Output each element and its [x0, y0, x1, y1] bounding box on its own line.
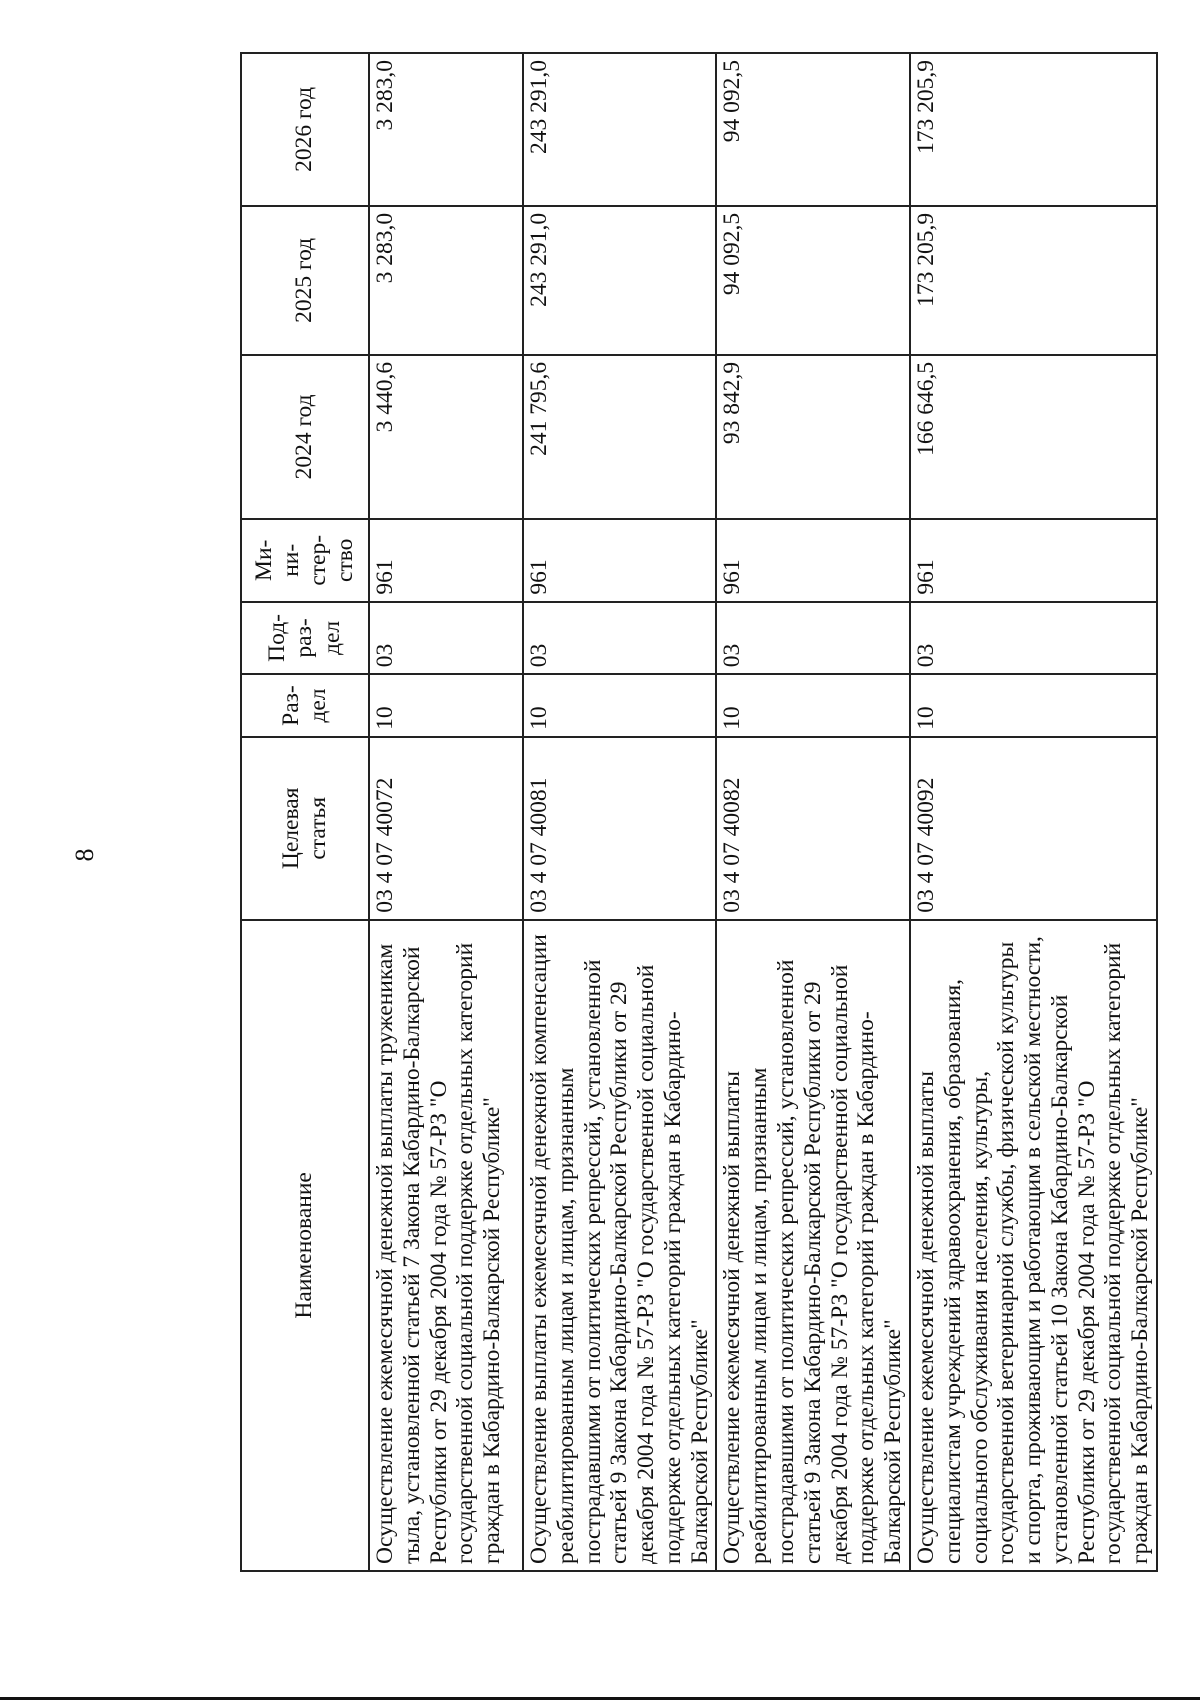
cell-podrazdel: 03 — [369, 602, 523, 675]
header-y2026: 2026 год — [241, 53, 369, 206]
cell-y2025: 173 205,9 — [910, 206, 1157, 355]
header-name: Наименование — [241, 920, 369, 1571]
cell-target: 03 4 07 40072 — [369, 737, 523, 920]
cell-y2025: 94 092,5 — [716, 206, 909, 355]
header-target: Целевая статья — [241, 737, 369, 920]
header-podrazdel: Под- раз- дел — [241, 602, 369, 675]
cell-y2026: 243 291,0 — [523, 53, 716, 206]
cell-y2026: 173 205,9 — [910, 53, 1157, 206]
cell-y2024: 241 795,6 — [523, 355, 716, 519]
cell-razdel: 10 — [523, 674, 716, 737]
cell-y2026: 94 092,5 — [716, 53, 909, 206]
cell-y2026: 3 283,0 — [369, 53, 523, 206]
cell-target: 03 4 07 40092 — [910, 737, 1157, 920]
cell-ministry: 961 — [523, 519, 716, 602]
cell-name: Осуществление ежемесячной денежной выплаты реабилитированным лицам и лицам, признанным пострадавшими от политических репрессий, установленной статьей 9 Закона Кабардино-Балкарской Республики от 29 декабря 2004 года № 57-РЗ "О государственной социальной поддержке отдельных категорий граждан в Кабардино-Балкарской Республике" — [716, 920, 909, 1571]
cell-target: 03 4 07 40081 — [523, 737, 716, 920]
cell-ministry: 961 — [716, 519, 909, 602]
header-y2025: 2025 год — [241, 206, 369, 355]
cell-name: Осуществление ежемесячной денежной выплаты труженикам тыла, установленной статьей 7 Закона Кабардино-Балкарской Республики от 29 декабря 2004 года № 57-РЗ "О государственной социальной поддержке отдельных категорий граждан в Кабардино-Балкарской Республике" — [369, 920, 523, 1571]
header-ministry: Ми- ни- стер- ство — [241, 519, 369, 602]
header-y2024: 2024 год — [241, 355, 369, 519]
header-razdel: Раз- дел — [241, 674, 369, 737]
table-row — [523, 53, 716, 1571]
cell-name: Осуществление выплаты ежемесячной денежной компенсации реабилитированным лицам и лицам, признанным пострадавшими от политических репрессий, установленной статьей 9 Закона Кабардино-Балкарской Республики от 29 декабря 2004 года № 57-РЗ "О государственной социальной поддержке отдельных категорий граждан в Кабардино-Балкарской Республике" — [523, 920, 716, 1571]
cell-y2024: 3 440,6 — [369, 355, 523, 519]
cell-target: 03 4 07 40082 — [716, 737, 909, 920]
scan-edge-line — [0, 1697, 1200, 1700]
cell-razdel: 10 — [716, 674, 909, 737]
table-row — [369, 53, 523, 1571]
cell-name: Осуществление ежемесячной денежной выплаты специалистам учреждений здравоохранения, образования, социального обслуживания населения, культуры, государственной ветеринарной службы, физической культуры и спорта, проживающим и работающим в сельской местности, установленной статьей 10 Закона Кабардино-Балкарской Республики от 29 декабря 2004 года № 57-РЗ "О государственной социальной поддержке отдельных категорий граждан в Кабардино-Балкарской Республике" — [910, 920, 1157, 1571]
page-number: 8 — [70, 848, 99, 862]
table-row — [910, 53, 1157, 1571]
cell-razdel: 10 — [910, 674, 1157, 737]
cell-y2025: 3 283,0 — [369, 206, 523, 355]
cell-podrazdel: 03 — [910, 602, 1157, 675]
budget-table — [240, 52, 1158, 1572]
table-header-row — [241, 53, 369, 1571]
rotated-table-container — [240, 52, 1154, 1572]
cell-podrazdel: 03 — [716, 602, 909, 675]
cell-y2024: 166 646,5 — [910, 355, 1157, 519]
cell-y2024: 93 842,9 — [716, 355, 909, 519]
cell-razdel: 10 — [369, 674, 523, 737]
table-row — [716, 53, 909, 1571]
cell-y2025: 243 291,0 — [523, 206, 716, 355]
cell-podrazdel: 03 — [523, 602, 716, 675]
cell-ministry: 961 — [369, 519, 523, 602]
cell-ministry: 961 — [910, 519, 1157, 602]
